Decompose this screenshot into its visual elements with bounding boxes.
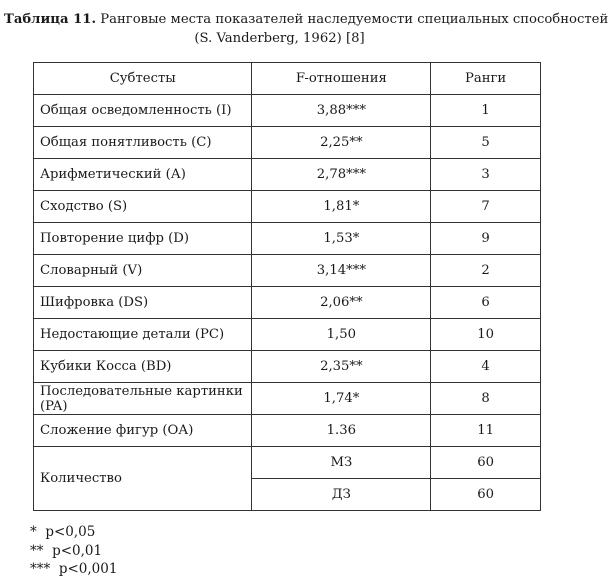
footnote: * р<0,05 [30,524,96,540]
header-f-ratio: F-отношения [252,63,431,95]
table-row [34,319,541,351]
f-ratio-value: 3,88*** [252,95,431,127]
count-value: 60 [431,479,541,511]
group-label: МЗ [252,447,431,479]
table-row [34,255,541,287]
subtest-name: Шифровка (DS) [34,287,252,319]
f-ratio-value: 1.36 [252,415,431,447]
data-table [33,62,541,511]
subtest-name: Арифметический (А) [34,159,252,191]
table-row [34,191,541,223]
rank-value: 1 [431,95,541,127]
f-ratio-value: 3,14*** [252,255,431,287]
count-row [34,447,541,479]
header-rank: Ранги [431,63,541,95]
rank-value: 4 [431,351,541,383]
subtest-name: Повторение цифр (D) [34,223,252,255]
table-caption [4,10,608,48]
table-row [34,95,541,127]
f-ratio-value: 2,78*** [252,159,431,191]
caption-source: (S. Vanderberg, 1962) [8] [194,31,365,46]
rank-value: 10 [431,319,541,351]
subtest-name: Общая понятливость (С) [34,127,252,159]
subtest-name: Общая осведомленность (I) [34,95,252,127]
rank-value: 9 [431,223,541,255]
table-row [34,127,541,159]
footnote: *** р<0,001 [30,561,118,577]
subtest-name: Недостающие детали (PC) [34,319,252,351]
f-ratio-value: 1,74* [252,383,431,415]
rank-value: 11 [431,415,541,447]
table-row [34,223,541,255]
footnotes [30,523,117,579]
rank-value: 6 [431,287,541,319]
f-ratio-value: 1,50 [252,319,431,351]
subtest-name: Последовательные картинки (PA) [34,383,252,415]
table-row [34,351,541,383]
subtest-name: Словарный (V) [34,255,252,287]
f-ratio-value: 2,25** [252,127,431,159]
rank-value: 5 [431,127,541,159]
group-label: ДЗ [252,479,431,511]
count-label: Количество [34,447,252,511]
rank-value: 7 [431,191,541,223]
table-row [34,159,541,191]
header-row [34,63,541,95]
table-row [34,287,541,319]
subtest-name: Сложение фигур (ОА) [34,415,252,447]
count-value: 60 [431,447,541,479]
f-ratio-value: 1,81* [252,191,431,223]
subtest-name: Сходство (S) [34,191,252,223]
footnote: ** р<0,01 [30,542,103,559]
subtest-name: Кубики Косса (BD) [34,351,252,383]
caption-label: Таблица 11. [4,12,97,27]
f-ratio-value: 2,35** [252,351,431,383]
f-ratio-value: 2,06** [252,287,431,319]
caption-text: Ранговые места показателей наследуемости специальных способностей [100,12,608,27]
rank-value: 8 [431,383,541,415]
table-row [34,415,541,447]
table-row [34,383,541,415]
rank-value: 2 [431,255,541,287]
rank-value: 3 [431,159,541,191]
f-ratio-value: 1,53* [252,223,431,255]
header-subtests: Субтесты [34,63,252,95]
